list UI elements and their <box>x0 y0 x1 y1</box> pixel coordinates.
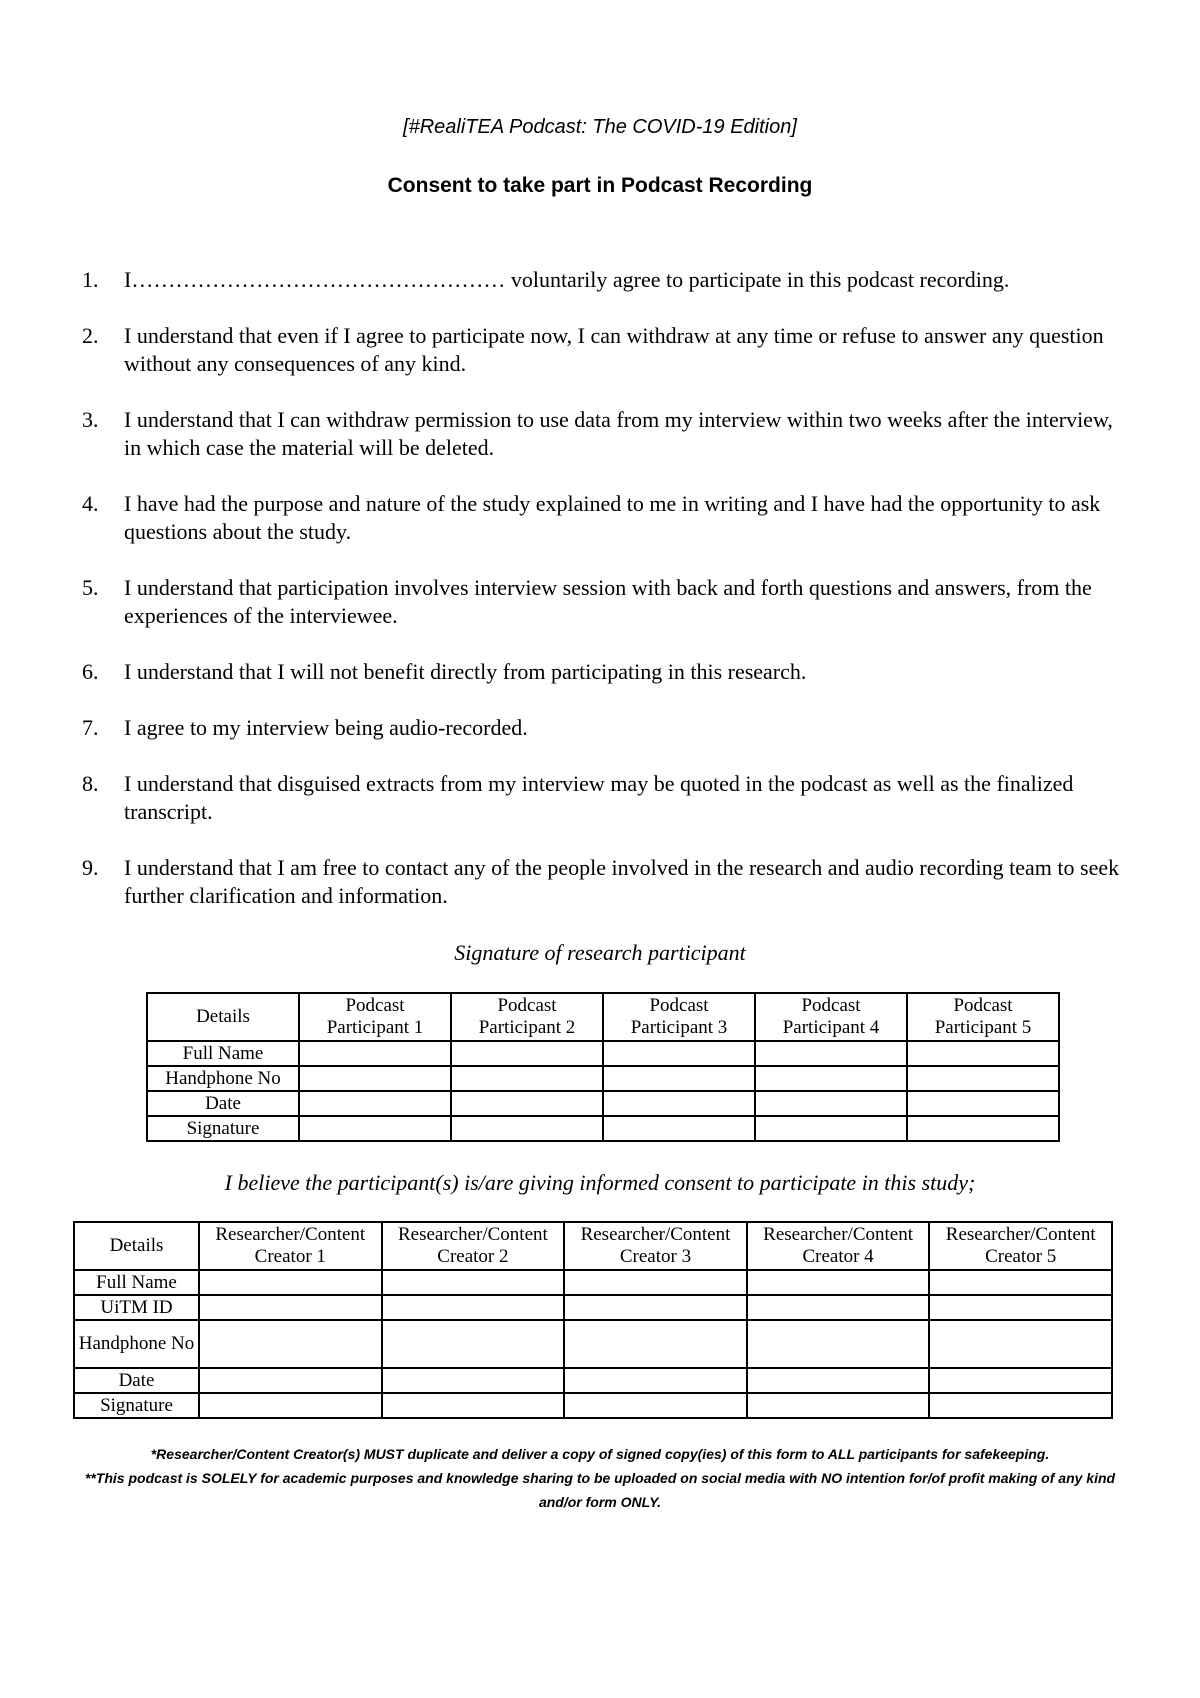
clause-number: 7. <box>82 715 99 740</box>
clause-text: I understand that disguised extracts from my interview may be quoted in the podcast as well as the finalized transcript. <box>124 771 1074 824</box>
clause-text: I have had the purpose and nature of the study explained to me in writing and I have had the opportunity to ask questions about the study. <box>124 491 1101 544</box>
column-header: Researcher/Content Creator 2 <box>382 1222 565 1270</box>
clause-text: I understand that even if I agree to participate now, I can withdraw at any time or refuse to answer any question without any consequences of any kind. <box>124 323 1104 376</box>
entry-cell[interactable] <box>382 1295 565 1320</box>
column-header: Podcast Participant 1 <box>299 993 451 1041</box>
table-row <box>147 1116 1059 1141</box>
clause-number: 4. <box>82 491 99 516</box>
entry-cell[interactable] <box>747 1295 930 1320</box>
entry-cell[interactable] <box>603 1116 755 1141</box>
table-row <box>74 1295 1112 1320</box>
row-label: Handphone No <box>74 1320 199 1368</box>
entry-cell[interactable] <box>929 1368 1112 1393</box>
participant-signature-table <box>146 992 1060 1142</box>
clause-text: I understand that participation involves interview session with back and forth questions and answers, from the experiences of the interviewee. <box>124 575 1092 628</box>
row-label: Signature <box>74 1393 199 1418</box>
entry-cell[interactable] <box>929 1320 1112 1368</box>
entry-cell[interactable] <box>382 1393 565 1418</box>
entry-cell[interactable] <box>929 1393 1112 1418</box>
researcher-consent-caption: I believe the participant(s) is/are giving informed consent to participate in this study; <box>224 1170 976 1195</box>
clause-text: I agree to my interview being audio-recorded. <box>124 715 528 740</box>
entry-cell[interactable] <box>451 1091 603 1116</box>
entry-cell[interactable] <box>199 1270 382 1295</box>
consent-clause <box>82 322 1134 378</box>
column-header: Researcher/Content Creator 4 <box>747 1222 930 1270</box>
participant-signature-caption: Signature of research participant <box>454 940 746 965</box>
footnotes <box>80 1442 1120 1514</box>
clause-number: 8. <box>82 771 99 796</box>
entry-cell[interactable] <box>907 1066 1059 1091</box>
column-header: Details <box>147 993 299 1041</box>
entry-cell[interactable] <box>603 1091 755 1116</box>
row-label: Handphone No <box>147 1066 299 1091</box>
entry-cell[interactable] <box>451 1041 603 1066</box>
column-header: Podcast Participant 5 <box>907 993 1059 1041</box>
column-header: Podcast Participant 2 <box>451 993 603 1041</box>
entry-cell[interactable] <box>929 1270 1112 1295</box>
entry-cell[interactable] <box>564 1295 747 1320</box>
table-row <box>74 1320 1112 1368</box>
entry-cell[interactable] <box>603 1041 755 1066</box>
clause-number: 6. <box>82 659 99 684</box>
footnote: **This podcast is SOLELY for academic purposes and knowledge sharing to be uploaded on social media with NO intention for/of profit making of any kind and/or form ONLY. <box>84 1470 1116 1510</box>
consent-clause <box>82 854 1134 910</box>
consent-clause <box>82 714 1134 742</box>
clause-text: I understand that I am free to contact any of the people involved in the research and audio recording team to seek further clarification and information. <box>124 855 1120 908</box>
entry-cell[interactable] <box>755 1041 907 1066</box>
entry-cell[interactable] <box>564 1393 747 1418</box>
consent-clause <box>82 490 1134 546</box>
clause-number: 1. <box>82 267 99 292</box>
entry-cell[interactable] <box>299 1041 451 1066</box>
entry-cell[interactable] <box>382 1368 565 1393</box>
column-header: Researcher/Content Creator 1 <box>199 1222 382 1270</box>
entry-cell[interactable] <box>199 1393 382 1418</box>
form-title: Consent to take part in Podcast Recording <box>387 174 813 197</box>
entry-cell[interactable] <box>199 1368 382 1393</box>
footnote: *Researcher/Content Creator(s) MUST duplicate and deliver a copy of signed copy(ies) of this form to ALL participants for safekeeping. <box>150 1446 1050 1462</box>
entry-cell[interactable] <box>199 1320 382 1368</box>
entry-cell[interactable] <box>747 1393 930 1418</box>
table-row <box>147 1041 1059 1066</box>
entry-cell[interactable] <box>747 1368 930 1393</box>
entry-cell[interactable] <box>199 1295 382 1320</box>
entry-cell[interactable] <box>603 1066 755 1091</box>
row-label: Signature <box>147 1116 299 1141</box>
consent-clause <box>82 658 1134 686</box>
entry-cell[interactable] <box>564 1368 747 1393</box>
entry-cell[interactable] <box>451 1066 603 1091</box>
entry-cell[interactable] <box>755 1066 907 1091</box>
clause-number: 5. <box>82 575 99 600</box>
clause-number: 2. <box>82 323 99 348</box>
entry-cell[interactable] <box>451 1116 603 1141</box>
table-row <box>74 1368 1112 1393</box>
entry-cell[interactable] <box>564 1270 747 1295</box>
clause-text: I understand that I can withdraw permission to use data from my interview within two weeks after the interview, in which case the material will be deleted. <box>124 407 1113 460</box>
entry-cell[interactable] <box>755 1116 907 1141</box>
entry-cell[interactable] <box>564 1320 747 1368</box>
consent-clause <box>82 266 1134 294</box>
row-label: Full Name <box>74 1270 199 1295</box>
clause-number: 3. <box>82 407 99 432</box>
consent-clause-list <box>82 266 1134 938</box>
table-row <box>74 1270 1112 1295</box>
entry-cell[interactable] <box>299 1066 451 1091</box>
table-header-row <box>74 1222 1112 1270</box>
entry-cell[interactable] <box>907 1041 1059 1066</box>
clause-text: I…………………………………………… voluntarily agree to participate in this podcast recording. <box>124 267 1010 292</box>
table-header-row <box>147 993 1059 1041</box>
column-header: Details <box>74 1222 199 1270</box>
consent-clause <box>82 574 1134 630</box>
entry-cell[interactable] <box>299 1116 451 1141</box>
table-row <box>147 1091 1059 1116</box>
entry-cell[interactable] <box>382 1320 565 1368</box>
entry-cell[interactable] <box>747 1270 930 1295</box>
researcher-signature-table <box>73 1221 1113 1419</box>
column-header: Researcher/Content Creator 5 <box>929 1222 1112 1270</box>
entry-cell[interactable] <box>299 1091 451 1116</box>
consent-clause <box>82 770 1134 826</box>
row-label: UiTM ID <box>74 1295 199 1320</box>
entry-cell[interactable] <box>907 1116 1059 1141</box>
podcast-header-title: [#RealiTEA Podcast: The COVID-19 Edition] <box>403 116 797 138</box>
row-label: Date <box>74 1368 199 1393</box>
row-label: Full Name <box>147 1041 299 1066</box>
table-row <box>74 1393 1112 1418</box>
clause-number: 9. <box>82 855 99 880</box>
consent-clause <box>82 406 1134 462</box>
clause-text: I understand that I will not benefit directly from participating in this research. <box>124 659 807 684</box>
entry-cell[interactable] <box>747 1320 930 1368</box>
entry-cell[interactable] <box>382 1270 565 1295</box>
entry-cell[interactable] <box>907 1091 1059 1116</box>
column-header: Researcher/Content Creator 3 <box>564 1222 747 1270</box>
table-row <box>147 1066 1059 1091</box>
entry-cell[interactable] <box>755 1091 907 1116</box>
column-header: Podcast Participant 3 <box>603 993 755 1041</box>
column-header: Podcast Participant 4 <box>755 993 907 1041</box>
row-label: Date <box>147 1091 299 1116</box>
entry-cell[interactable] <box>929 1295 1112 1320</box>
